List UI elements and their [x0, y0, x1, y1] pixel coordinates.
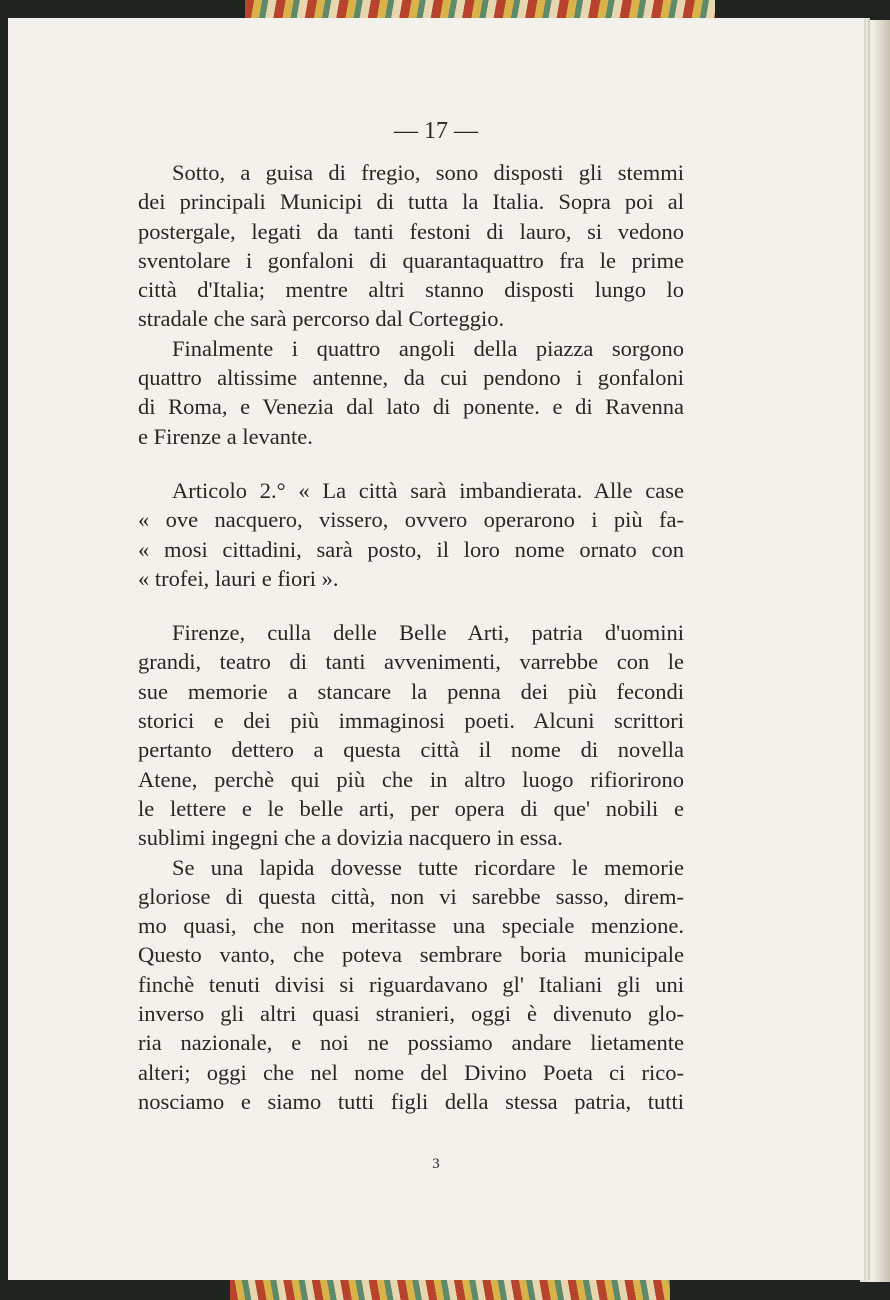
text-line: « mosi cittadini, sarà posto, il loro nome ornato con	[138, 536, 684, 562]
text-line: alteri; oggi che nel nome del Divino Poeta ci rico-	[138, 1059, 684, 1085]
text-line: « trofei, lauri e fiori ».	[138, 565, 339, 591]
text-line: Questo vanto, che poteva sembrare boria municipale	[138, 942, 684, 968]
text-line: le lettere e le belle arti, per opera di que' nobili e	[138, 795, 684, 821]
text-line: nosciamo e siamo tutti figli della stessa patria, tutti	[138, 1088, 684, 1114]
paragraph	[138, 476, 684, 593]
text-line: pertanto dettero a questa città il nome di novella	[138, 737, 684, 763]
text-line: storici e dei più immaginosi poeti. Alcuni scrittori	[138, 708, 684, 734]
text-line: quattro altissime antenne, da cui pendono i gonfaloni	[138, 365, 684, 391]
paragraph	[138, 618, 684, 852]
marbled-endpaper-bottom	[230, 1278, 670, 1300]
text-line: Sotto, a guisa di fregio, sono disposti gli stemmi	[172, 160, 684, 185]
text-line: Firenze, culla delle Belle Arti, patria d'uomini	[172, 620, 684, 646]
book-page	[8, 18, 864, 1280]
text-line: sublimi ingegni che a dovizia nacquero in essa.	[138, 825, 563, 851]
text-line: mo quasi, che non meritasse una speciale menzione.	[138, 913, 684, 939]
paragraph	[138, 853, 684, 1117]
text-line: di Roma, e Venezia dal lato di ponente. e di Ravenna	[138, 394, 684, 420]
text-line: e Firenze a levante.	[138, 423, 313, 449]
text-line: ria nazionale, e noi ne possiamo andare lietamente	[138, 1030, 684, 1056]
text-line: inverso gli altri quasi stranieri, oggi è divenuto glo-	[138, 1001, 684, 1027]
text-line: sventolare i gonfaloni di quarantaquattro fra le prime	[138, 247, 684, 273]
text-line: sue memorie a stancare la penna dei più fecondi	[138, 678, 684, 704]
text-line: Finalmente i quattro angoli della piazza sorgono	[172, 335, 684, 361]
paragraph	[138, 334, 684, 451]
text-line: gloriose di questa città, non vi sarebbe sasso, direm-	[138, 883, 684, 909]
text-line: città d'Italia; mentre altri stanno disposti lungo lo	[138, 277, 684, 303]
signature-mark: 3	[432, 1156, 440, 1172]
page-edges	[860, 20, 890, 1282]
text-line: grandi, teatro di tanti avvenimenti, varrebbe con le	[138, 649, 684, 675]
text-line: « ove nacquero, vissero, ovvero operarono i più fa-	[138, 507, 684, 533]
body-text	[138, 158, 684, 1116]
text-line: Se una lapida dovesse tutte ricordare le memorie	[172, 854, 684, 880]
text-line: dei principali Municipi di tutta la Italia. Sopra poi al	[138, 189, 684, 215]
page-number-header: — 17 —	[394, 118, 478, 144]
text-line: Atene, perchè qui più che in altro luogo rifiorirono	[138, 766, 684, 792]
text-line: Articolo 2.° « La città sarà imbandierata. Alle case	[172, 477, 684, 503]
text-line: finchè tenuti divisi si riguardavano gl' Italiani gli uni	[138, 971, 684, 997]
paragraph	[138, 158, 684, 334]
text-line: stradale che sarà percorso dal Corteggio.	[138, 306, 505, 332]
text-line: postergale, legati da tanti festoni di lauro, si vedono	[138, 218, 684, 244]
